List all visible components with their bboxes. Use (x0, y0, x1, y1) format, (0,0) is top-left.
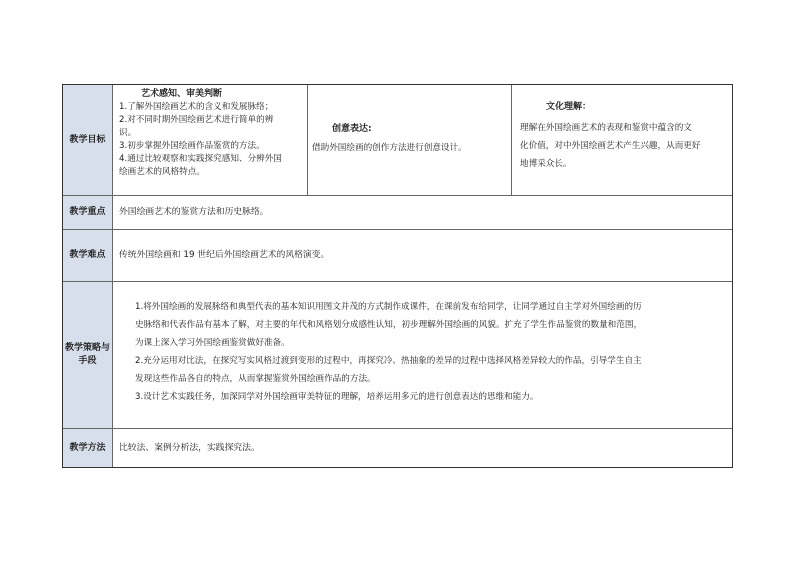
strategies-label: 教学策略与手段 (63, 282, 113, 428)
strategy-line: 发现这些作品各自的特点，从而掌握鉴赏外国绘画作品的方法。 (135, 374, 376, 384)
strategy-line: 为课上深入学习外国绘画鉴赏做好准备。 (135, 338, 290, 348)
cultural-understanding-cell (512, 85, 732, 195)
methods-label: 教学方法 (63, 429, 113, 467)
strategy-line: 2.充分运用对比法，在探究写实风格过渡到变形的过程中，再探究冷、热抽象的差异的过程中选择风格差异较大的作品，引导学生自主 (135, 356, 642, 366)
culture-line: 地博采众长。 (520, 159, 572, 169)
strategies-row (63, 282, 732, 429)
goal-line: 4.通过比较观察和实践探究感知、分辨外国 (119, 154, 282, 164)
strategy-line: 3.设计艺术实践任务，加深同学对外国绘画审美特征的理解，培养运用多元的进行创意表达的思维和能力。 (135, 392, 539, 402)
goal-line: 2.对不同时期外国绘画艺术进行简单的辨 (119, 115, 274, 125)
art-perception-cell (113, 85, 308, 195)
culture-line: 化价值，对中外国绘画艺术产生兴趣，从而更好 (520, 141, 701, 151)
creative-expression-text: 借助外国绘画的创作方法进行创意设计。 (312, 143, 467, 153)
teaching-goals-label: 教学目标 (63, 85, 113, 195)
key-points-row (63, 196, 732, 230)
key-points-text: 外国绘画艺术的鉴赏方法和历史脉络。 (119, 207, 269, 217)
goal-line: 绘画艺术的风格特点。 (119, 167, 205, 177)
methods-text: 比较法、案例分析法，实践探究法。 (119, 442, 260, 453)
strategy-line: 史脉络和代表作品有基本了解，对主要的年代和风格划分成感性认知，初步理解外国绘画的风貌。扩充了学生作品鉴赏的数量和范围， (135, 320, 643, 330)
goal-line: 1.了解外国绘画艺术的含义和发展脉络； (119, 102, 274, 112)
difficulties-text: 传统外国绘画和 19 世纪后外国绘画艺术的风格演变。 (119, 250, 330, 260)
art-perception-heading: 艺术感知、审美判断 (141, 89, 223, 99)
difficulties-row (63, 230, 732, 282)
goal-line: 识。 (119, 128, 137, 138)
creative-expression-heading: 创意表达: (332, 124, 372, 134)
creative-expression-cell (308, 85, 512, 195)
cultural-understanding-heading: 文化理解： (546, 102, 592, 112)
key-points-label: 教学重点 (63, 196, 113, 229)
culture-line: 理解在外国绘画艺术的表现和鉴赏中蕴含的文 (520, 123, 692, 133)
lesson-plan-table (62, 84, 733, 468)
teaching-goals-row (63, 85, 732, 196)
difficulties-label: 教学难点 (63, 230, 113, 281)
cultural-understanding-body (520, 119, 700, 173)
strategies-body (113, 282, 732, 428)
strategy-line: 1.将外国绘画的发展脉络和典型代表的基本知识用图文并茂的方式制作成课件，在课前发布给同学，让同学通过自主学对外国绘画的历 (135, 302, 642, 312)
methods-row (63, 429, 732, 467)
goal-line: 3.初步掌握外国绘画作品鉴赏的方法。 (119, 141, 265, 151)
